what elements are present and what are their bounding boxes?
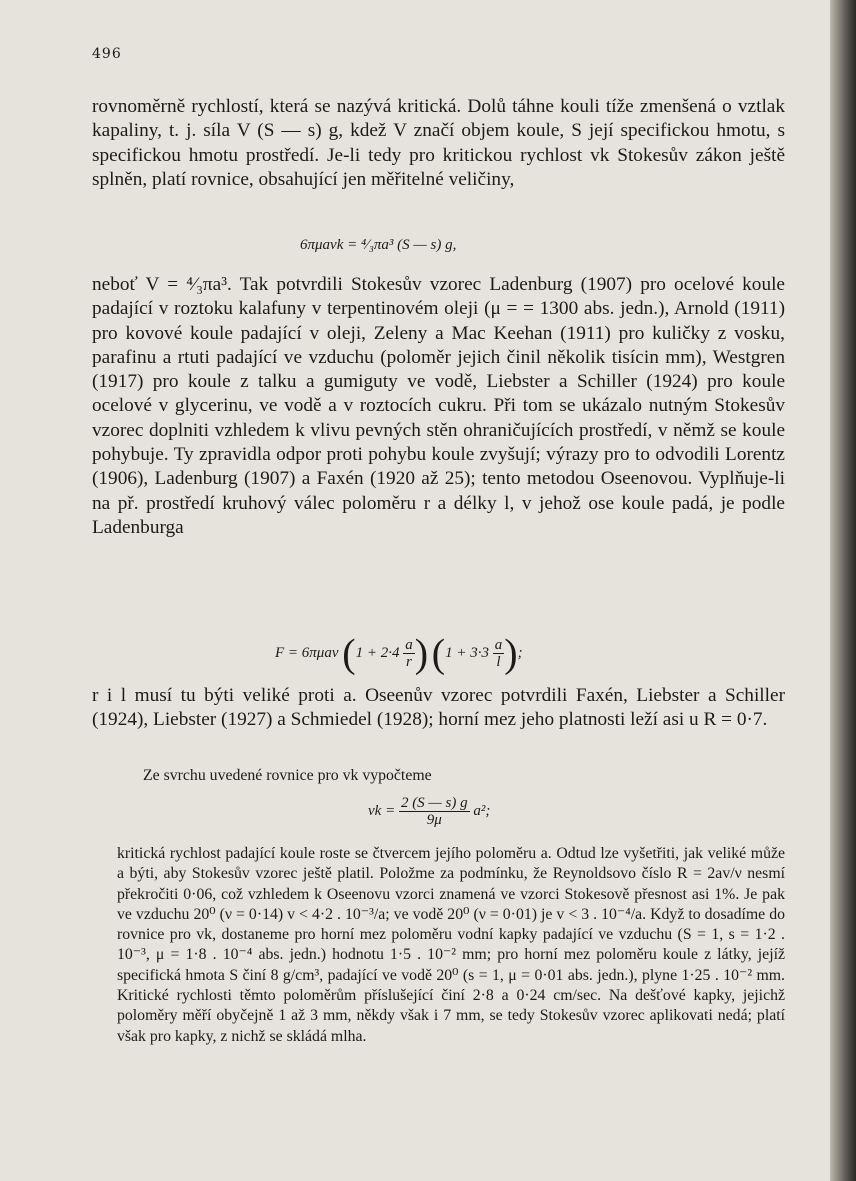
paragraph-4 bbox=[143, 766, 811, 786]
paragraph-1 bbox=[92, 95, 785, 192]
paren-close-1: ) bbox=[414, 630, 429, 676]
fraction-a-over-r bbox=[403, 637, 415, 670]
fraction-2-numerator: a bbox=[494, 637, 503, 654]
fraction-2-denominator: l bbox=[496, 654, 501, 671]
equation-2-end: ; bbox=[517, 645, 523, 661]
equation-2-term2: 1 + 3·3 bbox=[445, 645, 489, 661]
book-spine-shadow bbox=[830, 0, 856, 1181]
equation-3-right: a²; bbox=[473, 802, 491, 819]
paragraph-2-text: neboť V = ⁴⁄₃πa³. Tak potvrdili Stokesův vzorec Ladenburg (1907) pro ocelové koule padající v roztoku kalafuny v terpentinovém oleji (μ = = 1300 abs. jedn.), Arnold (1911) pro kovové koule padající v oleji, Zeleny a Mac Keehan (1911) pro kuličky z vosku, parafinu a rtuti padající ve vzduchu (poloměr jejich činil několik tisícin mm), Westgren (1917) pro koule z talku a gumiguty ve vodě, Liebster a Schiller (1924) pro koule ocelové v glycerinu, ve vodě a v roztocích cukru. Při tom se ukázalo nutným Stokesův vzorec doplniti vzhledem k vlivu pevných stěn ohraničujících prostředí, v němž se koule pohybuje. Ty zpravidla odpor proti pohybu koule zvyšují; výrazy pro to odvodili Lorentz (1906), Ladenburg (1907) a Faxén (1920 až 25); tento metodou Oseenovou. Vyplňuje-li na př. prostředí kruhový válec poloměru r a délky l, v jehož ose koule padá, je podle Ladenburga bbox=[92, 274, 785, 538]
equation-3-denominator: 9μ bbox=[426, 812, 442, 828]
paragraph-3 bbox=[92, 684, 785, 733]
equation-3 bbox=[368, 795, 490, 828]
equation-3-numerator: 2 (S — s) g bbox=[400, 795, 468, 811]
paragraph-2 bbox=[92, 273, 785, 540]
paren-open-2: ( bbox=[431, 630, 446, 676]
paragraph-5-text: kritická rychlost padající koule roste se čtvercem jejího poloměru a. Odtud lze vyšetřiti, jak veliké může a býti, aby Stokesův vzorec ještě platil. Položme za podmínku, že Reynoldsovo číslo R = 2av/ν nesmí překročiti 0·06, což vzhledem k Oseenovu vzorci znamená ve vzorci Stokesově přesnost asi 1%. Je pak ve vzduchu 20⁰ (ν = 0·14) v < 4·2 . 10⁻³/a; ve vodě 20⁰ (ν = 0·01) je v < 3 . 10⁻⁴/a. Když to dosadíme do rovnice pro vk, dostaneme pro horní mez poloměru vodní kapky padající ve vzduchu (S = 1, s = 1·2 . 10⁻³, μ = 1·8 . 10⁻⁴ abs. jedn.) hodnotu 1·5 . 10⁻² mm; pro horní mez poloměru koule z látky, jejíž specifická hmota S činí 8 g/cm³, padající ve vodě 20⁰ (s = 1, μ = 0·01 abs. jedn.), plyne 1·25 . 10⁻² mm. Kritické rychlosti těmto poloměrům příslušející činí 2·8 a 0·24 cm/sec. Na dešťové kapky, jejichž poloměry měří obyčejně 1 až 3 mm, někdy však i 7 mm, se tedy Stokesův vzorec aplikovati nedá; platí však pro kapky, z nichž se skládá mlha. bbox=[117, 845, 785, 1045]
fraction-a-over-l bbox=[493, 637, 505, 670]
equation-1: 6πμavk = ⁴⁄₃πa³ (S — s) g, bbox=[300, 237, 457, 253]
equation-2-left: F = 6πμav bbox=[275, 645, 339, 661]
paren-open-1: ( bbox=[342, 630, 356, 676]
paragraph-1-text: rovnoměrně rychlostí, která se nazývá kritická. Dolů táhne kouli tíže zmenšená o vztlak kapaliny, t. j. síla V (S — s) g, kdež V značí objem koule, S její specifickou hmotu, s specifickou hmotu prostředí. Je-li tedy pro kritickou rychlost vk Stokesův zákon ještě splněn, platí rovnice, obsahující jen měřitelné veličiny, bbox=[92, 96, 785, 190]
paragraph-4-text: Ze svrchu uvedené rovnice pro vk vypočteme bbox=[143, 767, 432, 784]
equation-3-left: vk = bbox=[368, 802, 396, 819]
page-number: 496 bbox=[92, 46, 122, 62]
equation-2 bbox=[275, 628, 523, 679]
paragraph-3-text: r i l musí tu býti veliké proti a. Oseenův vzorec potvrdili Faxén, Liebster a Schiller (1924), Liebster (1927) a Schmiedel (1928); horní mez jeho platnosti leží asi u R = 0·7. bbox=[92, 685, 785, 731]
fraction-1-denominator: r bbox=[406, 654, 412, 671]
paragraph-5 bbox=[117, 844, 785, 1047]
fraction-1-numerator: a bbox=[405, 637, 413, 654]
equation-2-term1: 1 + 2·4 bbox=[355, 645, 400, 661]
paren-close-2: ) bbox=[504, 630, 518, 676]
equation-3-fraction bbox=[399, 795, 470, 828]
